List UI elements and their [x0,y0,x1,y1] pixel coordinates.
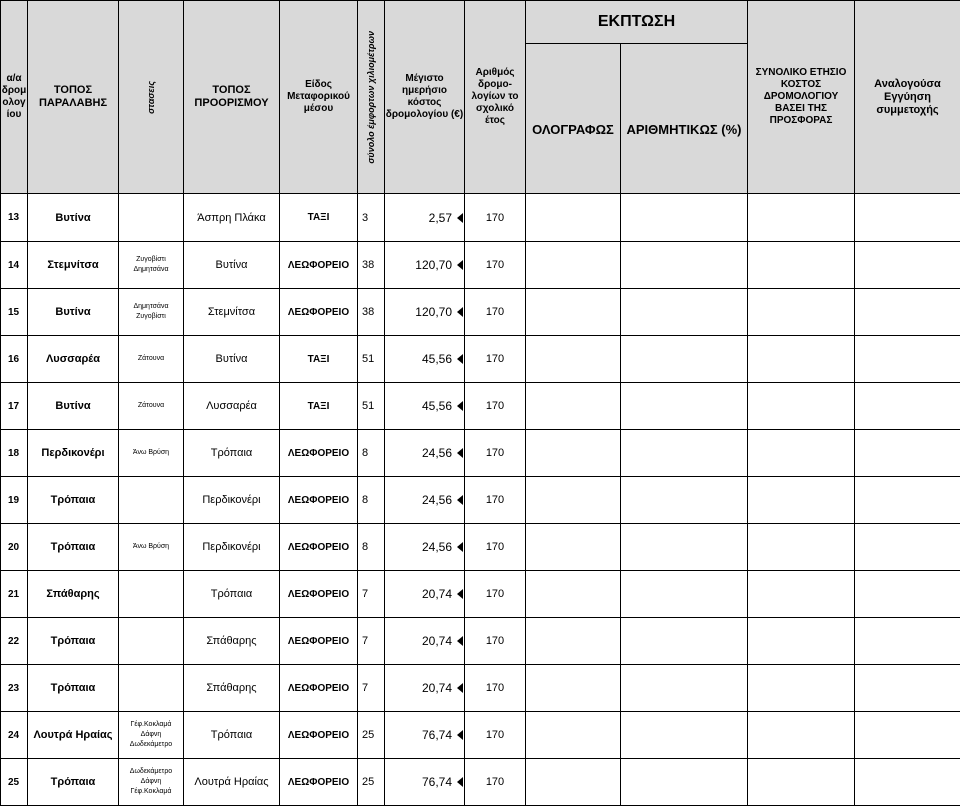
guarantee-cell [855,712,960,759]
pickup-cell: Βυτίνα [28,194,119,242]
comment-marker-icon [457,542,463,552]
max-cost-cell: 20,74 [385,618,465,665]
pickup-cell: Στεμνίτσα [28,242,119,289]
table-header [1,1,960,194]
comment-marker-icon [457,213,463,223]
total-cost-cell [748,665,855,712]
km-cell: 7 [358,571,385,618]
table-row [1,289,960,336]
header-discount-percent: ΑΡΙΘΜΗΤΙΚΩΣ (%) [621,44,748,194]
destination-cell: Σπάθαρης [184,665,280,712]
pickup-cell: Περδικονέρι [28,430,119,477]
comment-marker-icon [457,730,463,740]
discount-percent-cell [621,571,748,618]
table-row [1,336,960,383]
max-cost-cell: 24,56 [385,430,465,477]
discount-words-cell [526,665,621,712]
total-cost-cell [748,571,855,618]
pickup-cell: Βυτίνα [28,383,119,430]
discount-words-cell [526,289,621,336]
discount-percent-cell [621,477,748,524]
route-number-cell: 13 [1,194,28,242]
table-row [1,242,960,289]
destination-cell: Περδικονέρι [184,477,280,524]
km-cell: 38 [358,289,385,336]
route-number-cell: 25 [1,759,28,806]
km-cell: 3 [358,194,385,242]
route-number-cell: 17 [1,383,28,430]
km-cell: 51 [358,336,385,383]
discount-words-cell [526,571,621,618]
route-count-cell: 170 [465,524,526,571]
route-count-cell: 170 [465,477,526,524]
pickup-cell: Τρόπαια [28,759,119,806]
discount-percent-cell [621,524,748,571]
stops-cell [119,477,184,524]
guarantee-cell [855,759,960,806]
stops-cell: Ζάτουνα [119,383,184,430]
route-count-cell: 170 [465,571,526,618]
stops-cell: Γέφ.Κοκλαμά Δάφνη Δωδεκάμετρο [119,712,184,759]
discount-percent-cell [621,759,748,806]
destination-cell: Λυσσαρέα [184,383,280,430]
comment-marker-icon [457,589,463,599]
stops-cell: Ζυγοβίστι Δημητσάνα [119,242,184,289]
discount-percent-cell [621,336,748,383]
stops-cell [119,618,184,665]
stops-cell: Άνω Βρύση [119,524,184,571]
km-cell: 8 [358,524,385,571]
guarantee-cell [855,571,960,618]
discount-percent-cell [621,194,748,242]
header-destination: ΤΟΠΟΣ ΠΡΟΟΡΙΣΜΟΥ [184,1,280,194]
route-number-cell: 23 [1,665,28,712]
vehicle-type-cell: ΛΕΩΦΟΡΕΙΟ [280,618,358,665]
guarantee-cell [855,194,960,242]
route-count-cell: 170 [465,336,526,383]
pickup-cell: Λυσσαρέα [28,336,119,383]
destination-cell: Βυτίνα [184,336,280,383]
discount-words-cell [526,194,621,242]
discount-percent-cell [621,618,748,665]
comment-marker-icon [457,401,463,411]
destination-cell: Σπάθαρης [184,618,280,665]
discount-words-cell [526,383,621,430]
guarantee-cell [855,618,960,665]
guarantee-cell [855,524,960,571]
discount-percent-cell [621,289,748,336]
table-row [1,712,960,759]
table-row [1,430,960,477]
max-cost-cell: 24,56 [385,477,465,524]
comment-marker-icon [457,683,463,693]
km-cell: 25 [358,759,385,806]
stops-cell: Δωδεκάμετρο Δάφνη Γέφ.Κοκλαμά [119,759,184,806]
pickup-cell: Λουτρά Ηραίας [28,712,119,759]
pickup-cell: Σπάθαρης [28,571,119,618]
comment-marker-icon [457,448,463,458]
comment-marker-icon [457,260,463,270]
destination-cell: Τρόπαια [184,571,280,618]
total-cost-cell [748,524,855,571]
route-number-cell: 14 [1,242,28,289]
route-count-cell: 170 [465,194,526,242]
discount-words-cell [526,430,621,477]
total-cost-cell [748,194,855,242]
destination-cell: Άσπρη Πλάκα [184,194,280,242]
discount-words-cell [526,477,621,524]
comment-marker-icon [457,495,463,505]
vehicle-type-cell: ΛΕΩΦΟΡΕΙΟ [280,477,358,524]
total-cost-cell [748,242,855,289]
stops-cell: Δημητσάνα Ζυγοβίστι [119,289,184,336]
discount-percent-cell [621,665,748,712]
vehicle-type-cell: ΤΑΞΙ [280,383,358,430]
discount-percent-cell [621,242,748,289]
table-row [1,194,960,242]
table-row [1,618,960,665]
route-count-cell: 170 [465,430,526,477]
vehicle-type-cell: ΛΕΩΦΟΡΕΙΟ [280,712,358,759]
route-count-cell: 170 [465,242,526,289]
destination-cell: Περδικονέρι [184,524,280,571]
discount-percent-cell [621,430,748,477]
max-cost-cell: 76,74 [385,712,465,759]
stops-cell: Άνω Βρύση [119,430,184,477]
route-number-cell: 18 [1,430,28,477]
header-stops-label: στασεις [145,81,157,114]
vehicle-type-cell: ΤΑΞΙ [280,336,358,383]
max-cost-cell: 20,74 [385,571,465,618]
pickup-cell: Βυτίνα [28,289,119,336]
max-cost-cell: 120,70 [385,289,465,336]
route-number-cell: 24 [1,712,28,759]
table-row [1,524,960,571]
destination-cell: Λουτρά Ηραίας [184,759,280,806]
route-number-cell: 21 [1,571,28,618]
total-cost-cell [748,383,855,430]
max-cost-cell: 76,74 [385,759,465,806]
km-cell: 8 [358,477,385,524]
km-cell: 25 [358,712,385,759]
header-route-count: Αριθμός δρομο-λογίων το σχολικό έτος [465,1,526,194]
vehicle-type-cell: ΛΕΩΦΟΡΕΙΟ [280,242,358,289]
route-count-cell: 170 [465,383,526,430]
pickup-cell: Τρόπαια [28,477,119,524]
stops-cell [119,571,184,618]
vehicle-type-cell: ΛΕΩΦΟΡΕΙΟ [280,430,358,477]
route-number-cell: 20 [1,524,28,571]
total-cost-cell [748,430,855,477]
vehicle-type-cell: ΛΕΩΦΟΡΕΙΟ [280,289,358,336]
discount-words-cell [526,618,621,665]
header-discount-words: ΟΛΟΓΡΑΦΩΣ [526,44,621,194]
route-count-cell: 170 [465,665,526,712]
header-guarantee: Αναλογούσα Εγγύηση συμμετοχής [855,1,960,194]
stops-cell: Ζάτουνα [119,336,184,383]
header-km [358,1,385,194]
destination-cell: Βυτίνα [184,242,280,289]
km-cell: 38 [358,242,385,289]
max-cost-cell: 2,57 [385,194,465,242]
header-total-cost: ΣΥΝΟΛΙΚΟ ΕΤΗΣΙΟ ΚΟΣΤΟΣ ΔΡΟΜΟΛΟΓΙΟΥ ΒΑΣΕΙ ΤΗΣ ΠΡΟΣΦΟΡΑΣ [748,1,855,194]
vehicle-type-cell: ΛΕΩΦΟΡΕΙΟ [280,759,358,806]
header-pickup: ΤΟΠΟΣ ΠΑΡΑΛΑΒΗΣ [28,1,119,194]
km-cell: 7 [358,618,385,665]
header-max-cost: Μέγιστο ημερήσιο κόστος δρομολογίου (€) [385,1,465,194]
guarantee-cell [855,289,960,336]
route-number-cell: 19 [1,477,28,524]
comment-marker-icon [457,636,463,646]
header-discount: ΕΚΠΤΩΣΗ [526,1,748,44]
discount-percent-cell [621,712,748,759]
max-cost-cell: 45,56 [385,383,465,430]
max-cost-cell: 20,74 [385,665,465,712]
km-cell: 7 [358,665,385,712]
destination-cell: Τρόπαια [184,712,280,759]
route-number-cell: 16 [1,336,28,383]
stops-cell [119,665,184,712]
destination-cell: Στεμνίτσα [184,289,280,336]
pickup-cell: Τρόπαια [28,524,119,571]
vehicle-type-cell: ΛΕΩΦΟΡΕΙΟ [280,571,358,618]
max-cost-cell: 120,70 [385,242,465,289]
total-cost-cell [748,477,855,524]
km-cell: 51 [358,383,385,430]
stops-cell [119,194,184,242]
route-count-cell: 170 [465,618,526,665]
comment-marker-icon [457,777,463,787]
total-cost-cell [748,712,855,759]
route-count-cell: 170 [465,289,526,336]
vehicle-type-cell: ΛΕΩΦΟΡΕΙΟ [280,524,358,571]
header-vehicle-type: Είδος Μεταφορικού μέσου [280,1,358,194]
max-cost-cell: 24,56 [385,524,465,571]
max-cost-cell: 45,56 [385,336,465,383]
discount-words-cell [526,524,621,571]
header-aa: α/α δρομ ολογ ίου [1,1,28,194]
pickup-cell: Τρόπαια [28,618,119,665]
table-row [1,571,960,618]
guarantee-cell [855,477,960,524]
total-cost-cell [748,759,855,806]
table-row [1,665,960,712]
route-number-cell: 15 [1,289,28,336]
pickup-cell: Τρόπαια [28,665,119,712]
comment-marker-icon [457,354,463,364]
guarantee-cell [855,383,960,430]
discount-words-cell [526,242,621,289]
discount-words-cell [526,759,621,806]
km-cell: 8 [358,430,385,477]
destination-cell: Τρόπαια [184,430,280,477]
guarantee-cell [855,430,960,477]
route-number-cell: 22 [1,618,28,665]
table-row [1,383,960,430]
discount-percent-cell [621,383,748,430]
vehicle-type-cell: ΛΕΩΦΟΡΕΙΟ [280,665,358,712]
guarantee-cell [855,242,960,289]
guarantee-cell [855,336,960,383]
table-row [1,759,960,806]
total-cost-cell [748,289,855,336]
header-stops [119,1,184,194]
total-cost-cell [748,336,855,383]
table-body [1,194,960,806]
header-km-label: σύνολο έμφορτων χιλιομέτρων [365,31,377,164]
comment-marker-icon [457,307,463,317]
guarantee-cell [855,665,960,712]
discount-words-cell [526,336,621,383]
discount-words-cell [526,712,621,759]
vehicle-type-cell: ΤΑΞΙ [280,194,358,242]
route-count-cell: 170 [465,712,526,759]
route-count-cell: 170 [465,759,526,806]
total-cost-cell [748,618,855,665]
table-row [1,477,960,524]
